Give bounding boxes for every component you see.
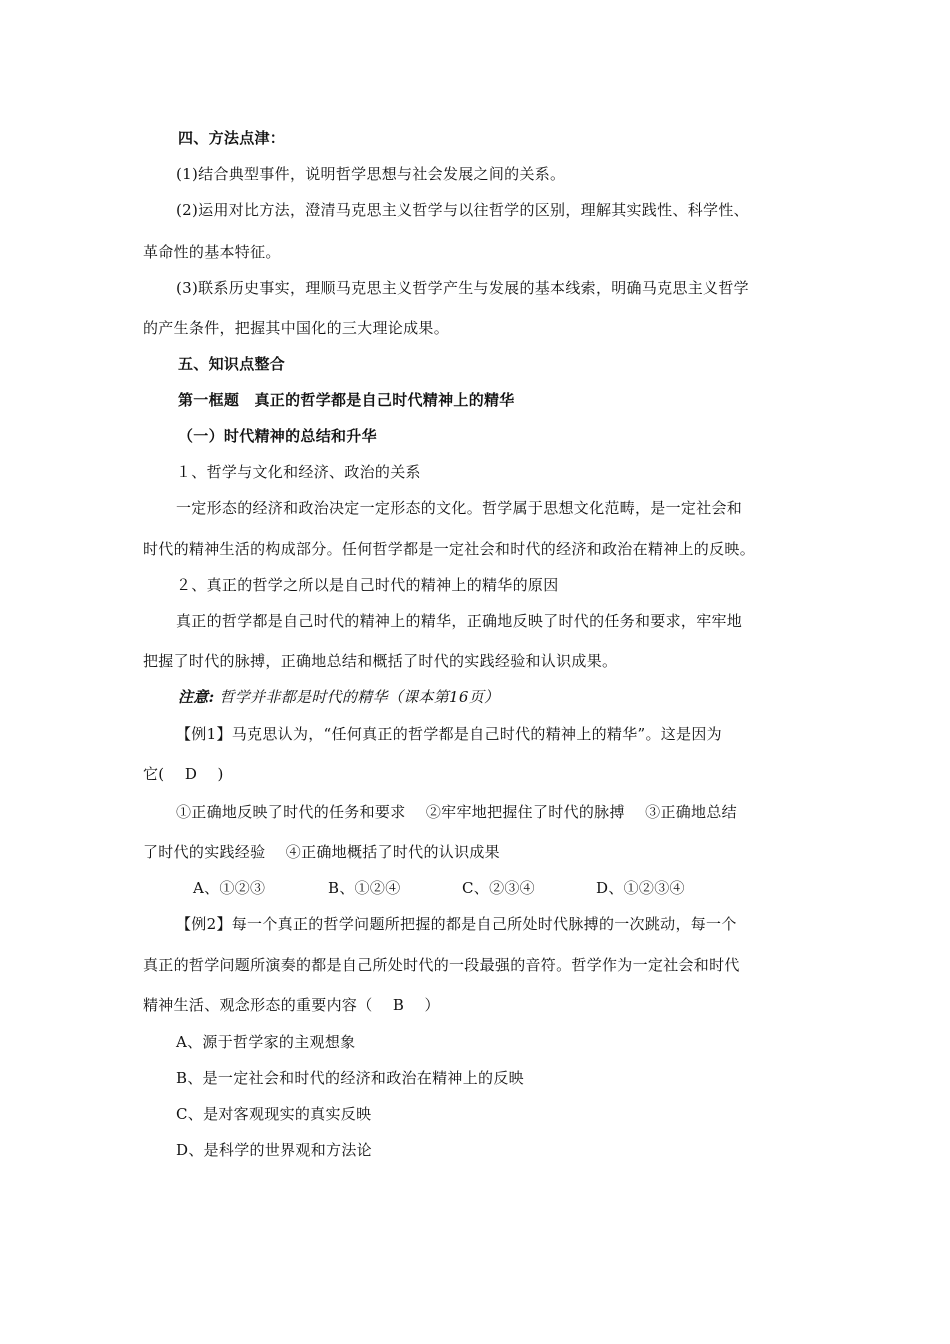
example-1-choice-c: C、②③④ (462, 879, 535, 897)
example-1-options-line-1: ①正确地反映了时代的任务和要求 ②牢牢地把握住了时代的脉搏 ③正确地总结 (176, 803, 737, 821)
frame-1-title: 第一框题 真正的哲学都是自己时代精神上的精华 (178, 391, 515, 409)
example-2-line-1: 【例2】每一个真正的哲学问题所把握的都是自己所处时代脉搏的一次跳动，每一个 (176, 915, 737, 933)
example-2-line-2: 真正的哲学问题所演奏的都是自己所处时代的一段最强的音符。哲学作为一定社会和时代 (143, 956, 740, 974)
example-1-line-2: 它( D ) (143, 765, 224, 783)
point-1-heading: １、哲学与文化和经济、政治的关系 (176, 463, 421, 481)
example-2-choice-a: A、源于哲学家的主观想象 (176, 1033, 356, 1051)
point-2-heading: ２、真正的哲学之所以是自己时代的精神上的精华的原因 (176, 576, 559, 594)
method-item-1: (1)结合典型事件，说明哲学思想与社会发展之间的关系。 (176, 165, 566, 183)
example-1-choice-b: B、①②④ (328, 879, 401, 897)
method-item-2-line-2: 革命性的基本特征。 (143, 243, 281, 261)
point-1-text-line-1: 一定形态的经济和政治决定一定形态的文化。哲学属于思想文化范畴，是一定社会和 (176, 499, 743, 517)
method-item-3-line-2: 的产生条件，把握其中国化的三大理论成果。 (143, 319, 450, 337)
example-1-line-1: 【例1】马克思认为，“任何真正的哲学都是自己时代的精神上的精华”。这是因为 (176, 725, 722, 743)
example-1-options-line-2: 了时代的实践经验 ④正确地概括了时代的认识成果 (143, 843, 500, 861)
point-1-text-line-2: 时代的精神生活的构成部分。任何哲学都是一定社会和时代的经济和政治在精神上的反映。 (143, 540, 756, 558)
note-text: 哲学并非都是时代的精华（课本第16页） (219, 688, 500, 706)
note-line (178, 687, 499, 707)
point-2-text-line-2: 把握了时代的脉搏，正确地总结和概括了时代的实践经验和认识成果。 (143, 652, 618, 670)
subsection-1-title: （一）时代精神的总结和升华 (178, 427, 377, 445)
example-2-choice-b: B、是一定社会和时代的经济和政治在精神上的反映 (176, 1069, 524, 1087)
example-2-line-3: 精神生活、观念形态的重要内容（ B ） (143, 996, 440, 1014)
example-1-choice-a: A、①②③ (193, 879, 266, 897)
note-label: 注意: (178, 688, 215, 706)
method-item-3-line-1: (3)联系历史事实，理顺马克思主义哲学产生与发展的基本线索，明确马克思主义哲学 (176, 279, 749, 297)
example-2-choice-c: C、是对客观现实的真实反映 (176, 1105, 372, 1123)
section-4-title: 四、方法点津： (178, 129, 286, 147)
example-1-choice-d: D、①②③④ (596, 879, 685, 897)
section-5-title: 五、知识点整合 (178, 355, 286, 373)
example-2-choice-d: D、是科学的世界观和方法论 (176, 1141, 372, 1159)
point-2-text-line-1: 真正的哲学都是自己时代的精神上的精华，正确地反映了时代的任务和要求，牢牢地 (176, 612, 743, 630)
method-item-2-line-1: (2)运用对比方法，澄清马克思主义哲学与以往哲学的区别，理解其实践性、科学性、 (176, 201, 749, 219)
